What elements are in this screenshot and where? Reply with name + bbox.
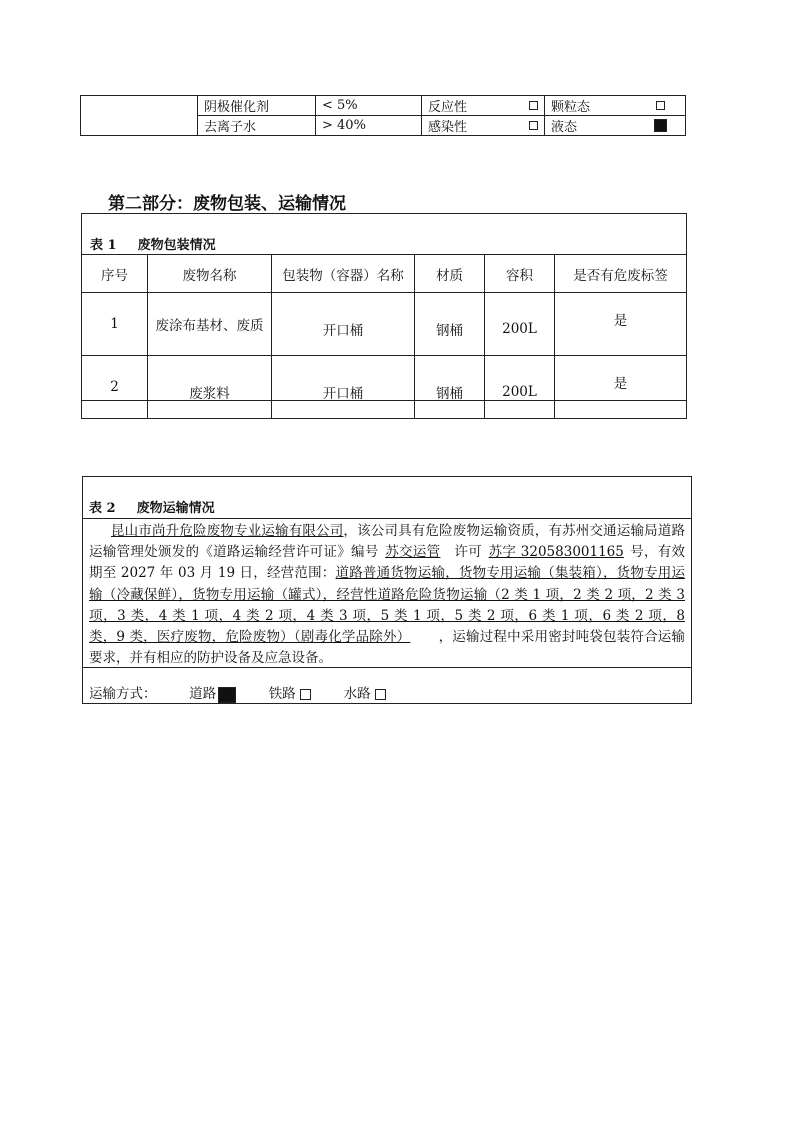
checkbox-empty-icon xyxy=(529,101,538,110)
table-caption xyxy=(89,497,215,516)
checkbox-empty-icon xyxy=(375,689,386,700)
text-segment: ，该公司具有危险废物运输资质，有苏州交通运输局道路运输管理处颁发的《道路运输经营许可证》编号 xyxy=(89,523,686,561)
table-cell xyxy=(545,96,686,116)
table-caption xyxy=(90,234,216,253)
checkbox-empty-icon xyxy=(300,689,311,700)
transport-table xyxy=(82,476,692,704)
checkbox-empty-icon xyxy=(656,101,665,110)
text-segment: 许可 xyxy=(454,544,483,561)
company-name: 昆山市尚升危险废物专业运输有限公司 xyxy=(111,523,344,539)
transport-option-road: 道路 xyxy=(189,686,217,702)
table-cell: 是 xyxy=(555,293,687,356)
section-title: 第二部分：废物包装、运输情况 xyxy=(108,194,346,214)
transport-mode-row xyxy=(89,682,386,703)
table-cell xyxy=(545,116,686,136)
table-cell: 废浆料 xyxy=(148,356,272,419)
transport-option-rail: 铁路 xyxy=(268,686,296,702)
transport-mode-label: 运输方式： xyxy=(89,686,157,702)
caption-number: 表 1 xyxy=(90,238,117,253)
divider xyxy=(83,518,691,519)
table-cell xyxy=(422,116,545,136)
hazard-property-table xyxy=(80,95,686,136)
caption-text: 废物包装情况 xyxy=(137,238,216,253)
permit-number: 苏字 320583001165 xyxy=(488,544,624,561)
business-scope: 道路普通货物运输，货物专用运输（集装箱），货物专用运输（冷藏保鲜），货物专用运输（罐式），经营性道路危险货物运输（2 类 1 项，2 类 2 项，2 类 3 项，3 类，4 类 1 项，4 类 2 项，4 类 3 项，5 类 1 项，5 类 2 项，6 类 1 项，6 类 2 项，8 类，9 类，医疗废物，危险废物）（剧毒化学品除外） xyxy=(89,565,685,646)
table-cell xyxy=(422,96,545,116)
checkbox-checked-icon xyxy=(218,687,236,703)
text-segment: ，运输过程中采用密封吨袋包装符合运输要求，并有相应的防护设备及应急设备。 xyxy=(89,629,685,667)
column-header: 是否有危废标签 xyxy=(555,255,687,293)
column-header: 容积 xyxy=(485,255,555,293)
divider xyxy=(83,667,691,668)
state-label: 颗粒态 xyxy=(551,100,591,115)
table-cell: 200L xyxy=(485,293,555,356)
column-header: 序号 xyxy=(82,255,148,293)
table-cell: 阴极催化剂 xyxy=(198,96,316,116)
table-cell: < 5% xyxy=(316,96,422,116)
hazard-label: 感染性 xyxy=(428,120,468,135)
table-row xyxy=(81,96,686,116)
table-row xyxy=(82,293,687,356)
state-label: 液态 xyxy=(551,120,578,135)
table-cell: 2 xyxy=(82,356,148,419)
transport-option-water: 水路 xyxy=(343,686,371,702)
table-cell: 是 xyxy=(555,356,687,419)
table-cell: > 40% xyxy=(316,116,422,136)
table-cell: 1 xyxy=(82,293,148,356)
table-cell: 钢桶 xyxy=(415,293,485,356)
column-header: 材质 xyxy=(415,255,485,293)
permit-department: 苏交运管 xyxy=(385,544,441,561)
table-row xyxy=(82,356,687,419)
table-cell xyxy=(81,96,198,136)
text-segment: 号，有效期至 2027 年 03 月 19 日，经营范围： xyxy=(89,544,686,582)
table-header-row xyxy=(82,255,687,293)
checkbox-empty-icon xyxy=(529,121,538,130)
table-cell: 200L xyxy=(485,356,555,419)
hazard-label: 反应性 xyxy=(428,100,468,115)
packaging-table xyxy=(81,254,687,419)
transport-description xyxy=(89,521,685,669)
table-cell: 开口桶 xyxy=(272,356,415,419)
table-cell: 钢桶 xyxy=(415,356,485,419)
caption-text: 废物运输情况 xyxy=(136,501,215,516)
column-header: 包装物（容器）名称 xyxy=(272,255,415,293)
table-cell: 去离子水 xyxy=(198,116,316,136)
table-cell: 废涂布基材、废质 xyxy=(148,293,272,356)
column-header: 废物名称 xyxy=(148,255,272,293)
caption-number: 表 2 xyxy=(89,501,116,516)
checkbox-checked-icon xyxy=(654,119,667,132)
table-cell: 开口桶 xyxy=(272,293,415,356)
